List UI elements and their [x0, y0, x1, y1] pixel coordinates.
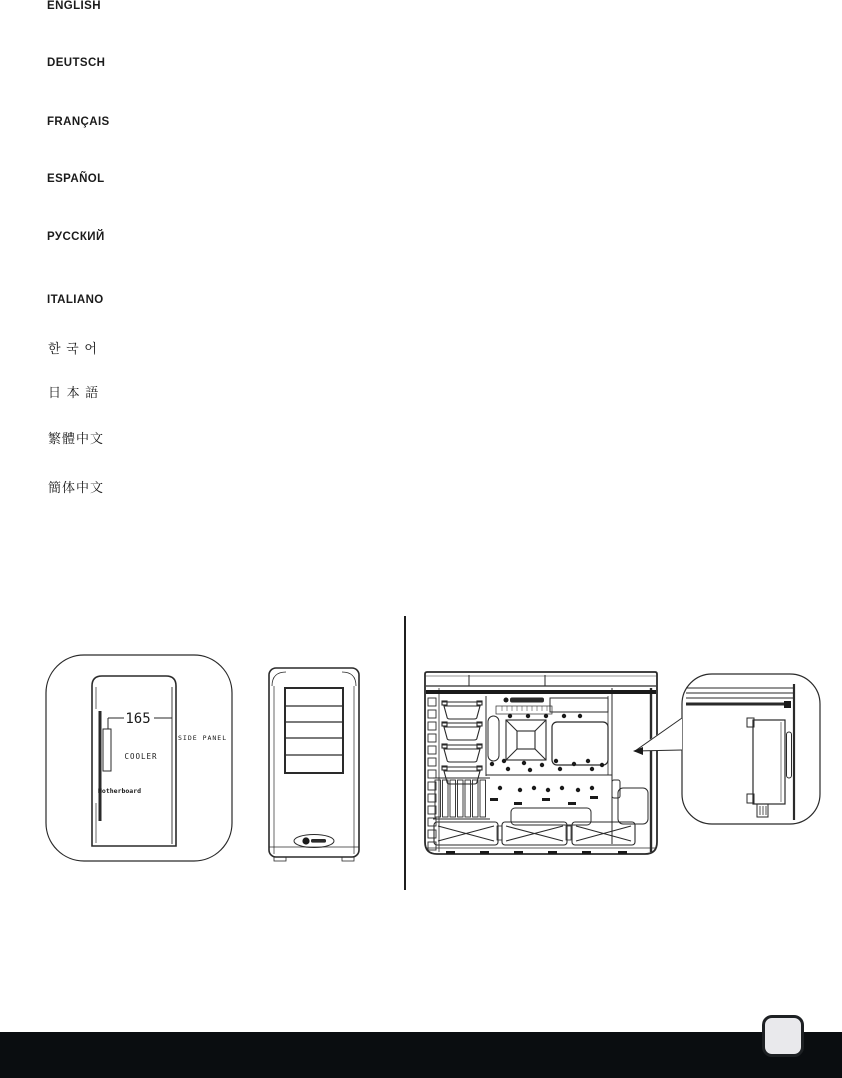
- language-item-francais: FRANÇAIS: [47, 116, 110, 128]
- backplate: [552, 722, 608, 765]
- language-item-traditional-chinese: 繁體中文: [48, 431, 105, 446]
- language-item-english: ENGLISH: [47, 0, 101, 12]
- case-internal-view-diagram: [422, 668, 660, 862]
- drive-tray-stack: [442, 701, 482, 784]
- case-cross-section: [92, 676, 176, 846]
- callout-frame: [682, 674, 820, 824]
- cooler-label: COOLER: [124, 752, 158, 761]
- language-item-espanol: ESPAÑOL: [47, 173, 105, 185]
- language-item-japanese: 日 本 語: [48, 385, 100, 400]
- case-front-outline: [269, 668, 359, 857]
- language-item-russian: РУССКИЙ: [47, 231, 105, 243]
- footer-bar: [0, 1032, 842, 1078]
- dimension-165-label: 165: [125, 711, 151, 727]
- brand-badge-text: [311, 839, 326, 843]
- corner-accent-left: [272, 672, 286, 686]
- mount-slot: [787, 732, 792, 778]
- brand-badge-icon: [302, 837, 309, 844]
- page-number-box: [762, 1015, 804, 1057]
- case-front-view-diagram: [266, 664, 362, 864]
- mounted-component: [753, 720, 785, 804]
- top-rail: [426, 690, 656, 694]
- language-item-korean: 한 국 어: [48, 341, 98, 356]
- language-item-deutsch: DEUTSCH: [47, 57, 106, 69]
- mobo-logo-icon: [504, 698, 509, 703]
- motherboard-label: Motherboard: [98, 787, 142, 795]
- rear-vent-strip: [428, 698, 436, 850]
- drive-bay-block: [285, 688, 343, 773]
- figure-divider: [404, 616, 406, 890]
- side-panel-label: SIDE PANEL: [178, 734, 228, 742]
- io-strip: [496, 706, 552, 714]
- cpu-socket: [506, 720, 546, 760]
- corner-accent-right: [342, 672, 356, 686]
- cable-grommet: [488, 716, 499, 761]
- detail-callout-diagram: [630, 668, 830, 830]
- language-item-italiano: ITALIANO: [47, 294, 104, 306]
- language-item-simplified-chinese: 簡体中文: [48, 480, 105, 495]
- cooler-shape: [103, 729, 111, 771]
- top-drive-cage: [550, 698, 608, 712]
- cooler-clearance-diagram: [44, 653, 234, 865]
- mobo-print: [510, 698, 544, 703]
